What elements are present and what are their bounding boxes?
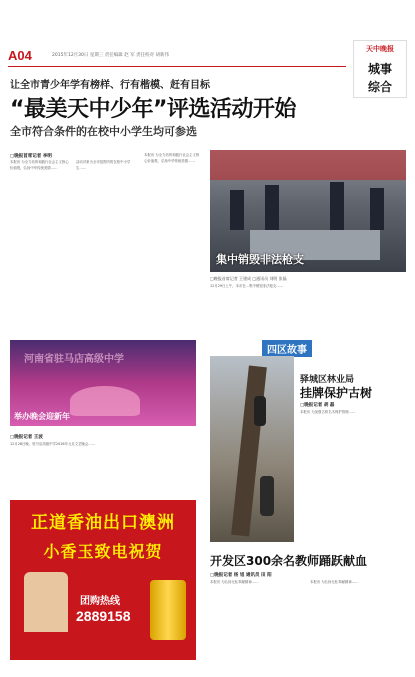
trees-kicker: 驿城区林业局 xyxy=(300,375,355,385)
trees-body: 本报讯 为加强古树名木保护管理…… xyxy=(300,410,356,414)
lead-kicker: 让全市青少年学有榜样、行有楷模、赶有目标 xyxy=(10,80,210,91)
lead-subtitle: 全市符合条件的在校中小学生均可参选 xyxy=(10,125,197,138)
ad-person-image xyxy=(24,572,68,632)
gala-caption: 举办晚会迎新年 xyxy=(14,412,70,421)
teachers-body-col2: 本报讯 为弘扬无私奉献精神…… xyxy=(310,580,359,584)
brand-logo xyxy=(353,40,407,98)
brand-name: 天中晚报 xyxy=(366,44,394,53)
gala-byline: □晚报记者 王波 xyxy=(10,435,43,440)
lead-body-col3: 本报讯 为全力培育和践行社会主义核心价值观，弘扬中华传统美德…… xyxy=(144,153,200,163)
destruction-photo xyxy=(210,150,406,272)
trees-title: 挂牌保护古树 xyxy=(300,386,373,400)
destruction-caption: 集中销毁非法枪支 xyxy=(216,253,304,266)
teachers-body-col1: 本报讯 为弘扬无私奉献精神…… xyxy=(210,580,259,584)
ad-phone: 2889158 xyxy=(76,608,131,624)
destruction-byline: □晚报首席记者 王建成 □通讯员 刘明 张磊 xyxy=(210,276,287,281)
ad-headline: 正道香油出口澳洲 xyxy=(31,513,175,533)
tree-photo xyxy=(210,356,294,542)
page-number: A04 xyxy=(8,48,32,63)
trees-byline: □晚报记者 胡 磊 xyxy=(300,403,335,408)
gala-photo xyxy=(10,340,196,426)
gala-body: 12月28日晚，驻马店高级中学2016年元旦文艺晚会…… xyxy=(10,442,96,446)
lead-title: “最美天中少年”评选活动开始 xyxy=(10,97,296,122)
gala-stage-text: 河南省驻马店高级中学 xyxy=(24,354,124,365)
sesame-oil-ad[interactable] xyxy=(10,500,196,660)
ad-bottles-image xyxy=(150,580,186,640)
destruction-body: 12月29日上午，本市在…集中销毁非法枪支…… xyxy=(210,284,284,288)
ad-subline: 小香玉致电祝贺 xyxy=(43,542,163,561)
header-rule xyxy=(8,66,346,67)
dateline: 2015年12月30日 星期三 责任编辑 赵 军 责任校对 胡新伟 xyxy=(52,53,169,58)
teachers-byline: □晚报记者 杨 旭 通讯员 田 阳 xyxy=(210,573,272,578)
district-label: 四区故事 xyxy=(262,340,312,357)
lead-byline: □晚报首席记者 李明 xyxy=(10,154,52,159)
ad-hotline-label: 团购热线 xyxy=(80,596,120,607)
section-name-1: 城事 xyxy=(367,62,392,76)
teachers-title: 开发区300余名教师踊跃献血 xyxy=(210,554,368,568)
section-name-2: 综合 xyxy=(367,80,392,94)
lead-body-col1: 本报讯 为全力培育和践行社会主义核心价值观，弘扬中华传统美德…… xyxy=(10,160,69,170)
lead-body-col2: 活动对象为全市范围内的在校中小学生…… xyxy=(76,160,131,170)
